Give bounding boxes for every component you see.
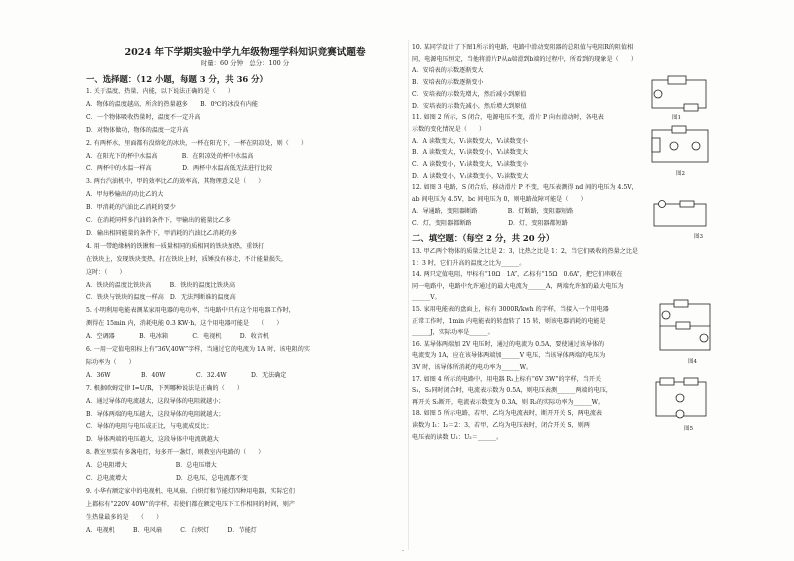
text-line: A．电视机 B．电风扇 C．白炽灯 D．节能灯 [86, 526, 257, 534]
text-line: ______J，实际功率是______。 [412, 329, 494, 337]
text-line: 同一电路中，电路中允许通过的最大电流为______A，两端允许加的最大电压为 [412, 282, 624, 290]
text-line: 电流变为 1A，应在该导体两端加______V 电压，当该导体两端的电压为 [412, 352, 606, 360]
text-line: 13. 甲乙两个物体的质量之比是 2：3，比热之比是 1：2，当它们吸收的热量之比是 [412, 248, 639, 255]
text-line: D．安培表的示数先减小，然后增大到原值 [412, 102, 527, 110]
text-line: 4. 用一带绝缘柄的铁锹和一质量相同的质相同的铁块加热，重铁打 [86, 242, 265, 250]
text-line: A．36W B．40W C．32.4W D．无法确定 [86, 371, 287, 379]
text-line: A．通过导体的电流越大，这段导体的电阻就越小； [86, 397, 225, 405]
text-line: 电压表的读数 U₁：U₂＝______。 [412, 433, 503, 441]
text-line: 正常工作时，1min 内电能表的转盘转了 15 转，则该电器消耗的电能是 [412, 317, 606, 325]
text-line: C．总电流增大 D．总电压、总电流都不变 [86, 475, 248, 482]
text-line: C．灯，变阻器都断路 D．灯，变阻器都短路 [412, 219, 568, 227]
figure-5-label: 图5 [684, 426, 693, 432]
figure-3-circuit [650, 200, 710, 232]
figure-2-label: 图2 [676, 171, 685, 177]
text-line: 3. 两台汽油机中，甲的效率比乙的效率高，其物理意义是（ ） [86, 178, 265, 186]
text-line: C．A 读数变小，V₁读数变大，V₂读数变小 [412, 161, 529, 168]
text-line: C．安培表的示数先增大，然后减小到原值 [412, 90, 527, 98]
text-line: 3V 时，该导体所消耗的电功率为______W。 [412, 364, 533, 371]
text-line: 7. 根据欧姆定律 I=U/R，下列哪种说法是正确的（ ） [86, 384, 243, 392]
text-line: D．A 读数变小，V₁读数变小，V₂读数变大 [412, 172, 529, 180]
text-line: 这时：（ ） [86, 268, 126, 276]
figure-1-circuit [648, 74, 712, 112]
text-line: 再开关 S₂断开，电流表示数变为 0.3A，则 R₂的实际功率为______W。 [412, 398, 605, 406]
text-line: 15. 家用电能表的盘面上，标有 3000R/kwh 的字样，当接入一个用电器 [412, 306, 609, 313]
section-1-heading: 一、选择题：（12 小题，每题 3 分，共 36 分） [86, 74, 268, 84]
figure-5-circuit [650, 376, 712, 422]
text-line: C．铁块与铁块的温度一样高 D．无法判断谁的温度高 [86, 294, 236, 302]
text-line: 9. 小华有额定家中的电视机、电风扇、白炽灯和节能灯四种用电器，实际它们 [86, 487, 295, 495]
text-line: 示数的变化情况是（ ） [412, 125, 486, 133]
text-line: ab 间电压为 4.5V，bc 间电压为 0，则电路故障可能是（ ） [412, 196, 587, 204]
text-line: A．A 读数变大，V₁读数变大，V₂读数变小 [412, 137, 528, 145]
figure-3-label: 图3 [694, 234, 703, 240]
text-line: 18. 如图 5 所示电路，若甲、乙均为电流表时，断开开关 S，两电流表 [412, 410, 603, 418]
text-line: 1：3 时，它们升高的温度之比为______。 [412, 259, 526, 267]
text-line: 11. 如图 2 所示，S 闭合，电源电压不变，滑片 P 向右滑动时，各电表 [412, 114, 604, 122]
page-marker: · [402, 548, 404, 555]
figure-1-label: 图1 [672, 115, 681, 121]
text-line: A．总电阻增大 B．总电压增大 [86, 462, 217, 470]
text-line: A．在阳光下的杯中水温高 B．在阴凉处的杯中水温高 [86, 152, 254, 160]
section-2-heading: 二、填空题：（每空 2 分，共 20 分） [412, 233, 555, 243]
text-line: 16. 某导体两端加 2V 电压时，通过的电流为 0.5A，要使通过该导体的 [412, 340, 605, 348]
text-line: 测得在 15min 内，消耗电能 0.3 KW·h，这个用电器可能是 （ ） [86, 320, 283, 328]
text-line: C．两杯中的水温一样高 D．两杯中水温高低无法进行比较 [86, 165, 273, 173]
figure-4-label: 图4 [688, 359, 697, 365]
text-line: A．甲每秒输出的功比乙的大 [86, 191, 164, 199]
text-line: C．一个物体吸收热量时，温度不一定升高 [86, 113, 201, 121]
text-line: A．导通路，变阻器断路 B．灯断路，变阻器短路 [412, 207, 574, 215]
text-line: 6. 一用一定值电阻标上有“36V,40W”字样，当通过它的电流为 1A 时，该电阻的实 [86, 346, 310, 353]
text-line: 同，电源电压恒定，当他将滑片P从a端滑到b端的过程中，所看到的现象是（ ） [412, 55, 637, 63]
text-line: S₁，S₂同时闭合时，电流表示数为 0.5A，则电压表测______两端的电压， [412, 387, 612, 395]
figure-4-circuit [654, 298, 716, 356]
text-line: 17. 如图 4 所示的电路中，用电器 R₁上标有“6V 3W”的字样，当开关 [412, 375, 602, 383]
figure-2-circuit [646, 124, 714, 168]
text-line: B．A 读数变大，V₁读数变小，V₂读数变大 [412, 149, 528, 157]
text-line: B．安培表的示数逐渐变小 [412, 79, 484, 87]
column-divider [408, 40, 409, 550]
text-line: 生热量最多的是 （ ） [86, 513, 163, 521]
text-line: 8. 教室里装有多盏电灯，每多开一盏灯，则教室内电路的（ ） [86, 449, 265, 457]
text-line: A．物体的温度越高，所含的热量越多 B．0℃的冰没有内能 [86, 100, 258, 108]
text-line: 在铁块上，发现铁块变热，打在铁块上时，质锤没有移走，不计能量损失， [86, 255, 288, 263]
text-line: B．导体两端的电压越大，这段导体的电阻就越大； [86, 410, 225, 418]
text-line: A．铁块的温度比铁块高 B．铁块的温度比铁块高 [86, 281, 236, 289]
text-line: ______V。 [412, 294, 441, 302]
text-line: 14. 两只定值电阻，甲标有“10Ω 1A”，乙标有“15Ω 0.6A”，把它们串联在 [412, 271, 623, 279]
text-line: 读数为 I₁：I₂＝2：3，若甲、乙均为电压表时，闭合开关 S，则两 [412, 422, 590, 429]
text-line: 12. 如图 3 电路，S 闭合后，移动滑片 P 不变，电压表测得 nd 间的电压为 4.5V， [412, 184, 638, 192]
text-line: D．输出相同能量的条件下，甲消耗的汽油比乙消耗的多 [86, 229, 238, 237]
text-line: 5. 小明利用电能表测某家用电器的电功率，当电路中只有这个用电器工作时， [86, 307, 295, 315]
text-line: A．空调器 B．电冰箱 C．电视机 D．收音机 [86, 333, 269, 341]
text-line: B．甲消耗的汽油比乙消耗的要少 [86, 204, 176, 212]
text-line: D．对物体做功，物体的温度一定升高 [86, 126, 189, 134]
text-line: C．在消耗同样多汽油的条件下，甲输出的能量比乙多 [86, 217, 231, 224]
exam-meta: 时量：60 分钟 总分：100 分 [200, 59, 290, 67]
text-line: 际功率为（ ） [86, 358, 135, 366]
text-line: A．安培表的示数逐渐变大 [412, 67, 484, 75]
text-line: C．导体的电阻与电压成正比，与电流成反比； [86, 423, 213, 431]
exam-title: 2024 年下学期实验中学九年级物理学科知识竞赛试题卷 [124, 47, 366, 58]
text-line: 上都标有“220V 40W”的字样，若使们都在额定电压下工作相同的时间，则产 [86, 500, 295, 508]
text-line: D．导体两端的电压越大，这段导体中电流就越大 [86, 436, 219, 444]
text-line: 1. 关于温度、热量、内能，以下说法正确的是（ ） [86, 88, 234, 95]
text-line: 2. 有两杯水，里面都有没熔化的冰块，一杯在阳光下，一杯在阴凉处，则（ ） [86, 139, 308, 147]
text-line: 10. 某同学设计了下图1所示的电路，电路中滑动变阻器的总阻值与电阻R的阻值相 [412, 44, 634, 51]
